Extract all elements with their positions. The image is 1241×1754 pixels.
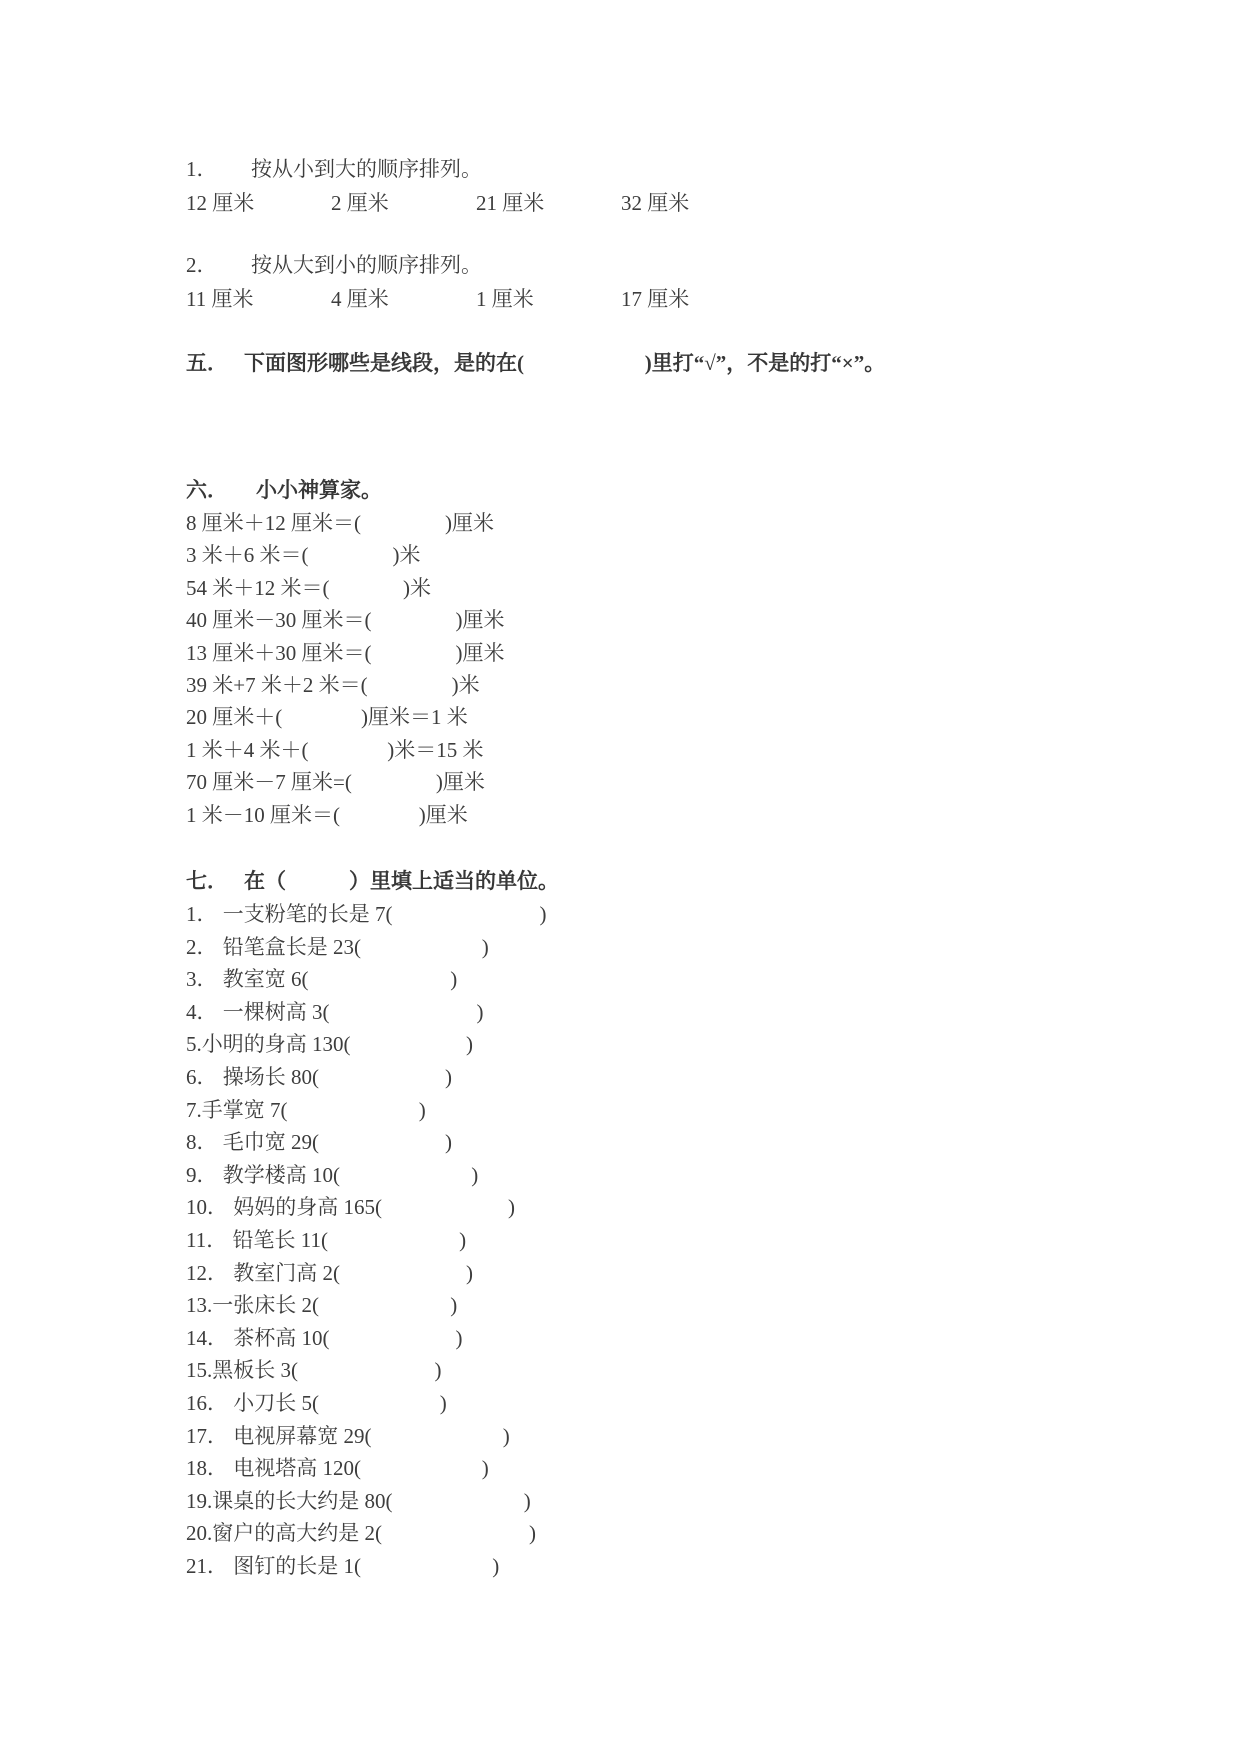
- length-value: 21 厘米: [476, 191, 545, 215]
- unit-item-line: 3． 教室宽 6( ): [186, 967, 458, 992]
- length-value: 2 厘米: [331, 191, 389, 215]
- length-value: 4 厘米: [331, 287, 389, 311]
- question-2-number: 2．: [186, 253, 218, 277]
- section-seven-heading-text: 在（ ）里填上适当的单位。: [244, 869, 559, 893]
- unit-item-line: 5.小明的身高 130( ): [186, 1032, 473, 1057]
- equation-line: 20 厘米＋( )厘米＝1 米: [186, 705, 468, 730]
- unit-item-line: 13.一张床长 2( ): [186, 1293, 458, 1318]
- section-six-heading: [186, 473, 1186, 507]
- question-2-prompt: 按从大到小的顺序排列。: [251, 253, 482, 277]
- unit-item-line: 8． 毛巾宽 29( ): [186, 1130, 452, 1155]
- unit-item-line: 4． 一棵树高 3( ): [186, 999, 484, 1024]
- equation-line: 70 厘米－7 厘米=( )厘米: [186, 770, 485, 795]
- length-value: 32 厘米: [621, 191, 690, 215]
- section-five-block: [186, 346, 1186, 380]
- section-six-heading-text: 小小神算家。: [256, 478, 382, 502]
- unit-item-line: 19.课桌的长大约是 80( ): [186, 1488, 531, 1513]
- length-value: 17 厘米: [621, 287, 690, 311]
- ordering-questions-block: [186, 152, 1186, 316]
- unit-item-line: 14． 茶杯高 10( ): [186, 1325, 463, 1350]
- question-1-prompt: 按从小到大的顺序排列。: [251, 157, 482, 181]
- length-value: 1 厘米: [476, 287, 534, 311]
- section-five-number: 五．: [186, 351, 228, 375]
- unit-item-line: 12． 教室门高 2( ): [186, 1260, 473, 1285]
- unit-item-line: 15.黑板长 3( ): [186, 1358, 442, 1383]
- section-seven-heading: [186, 864, 1186, 898]
- unit-item-line: 18． 电视塔高 120( ): [186, 1456, 489, 1481]
- equation-line: 8 厘米＋12 厘米＝( )厘米: [186, 511, 494, 535]
- equation-line: 1 米＋4 米＋( )米＝15 米: [186, 737, 484, 762]
- length-value: 11 厘米: [186, 287, 254, 311]
- equation-line: 39 米+7 米＋2 米＝( )米: [186, 672, 480, 697]
- unit-item-line: 11． 铅笔长 11( ): [186, 1227, 467, 1252]
- section-seven-number: 七．: [186, 869, 228, 893]
- question-1-line: [186, 152, 1186, 186]
- unit-item-line: 1． 一支粉笔的长是 7( ): [186, 902, 547, 926]
- equation-line: 13 厘米＋30 厘米＝( )厘米: [186, 640, 505, 665]
- question-1-values-row: [186, 186, 1186, 220]
- unit-item-line: 21． 图钉的长是 1( ): [186, 1553, 500, 1578]
- section-five-heading-text: 下面图形哪些是线段，是的在( )里打“√”，不是的打“×”。: [244, 351, 886, 375]
- question-2-line: [186, 248, 1186, 282]
- unit-item-line: 2． 铅笔盒长是 23( ): [186, 934, 489, 959]
- unit-item-line: 16． 小刀长 5( ): [186, 1390, 447, 1415]
- equation-line: 3 米＋6 米＝( )米: [186, 543, 421, 568]
- question-1-number: 1．: [186, 157, 218, 181]
- section-seven-block: [186, 864, 1186, 1582]
- question-2-values-row: [186, 282, 1186, 316]
- section-five-heading: [186, 346, 1186, 380]
- length-value: 12 厘米: [186, 191, 255, 215]
- unit-item-line: 20.窗户的高大约是 2( ): [186, 1521, 536, 1546]
- unit-item-line: 10． 妈妈的身高 165( ): [186, 1195, 515, 1220]
- unit-item-line: 17． 电视屏幕宽 29( ): [186, 1423, 510, 1448]
- equation-line: 1 米－10 厘米＝( )厘米: [186, 802, 468, 827]
- unit-item-line: 6． 操场长 80( ): [186, 1064, 452, 1089]
- section-six-block: [186, 473, 1186, 831]
- section-six-number: 六．: [186, 478, 228, 502]
- equation-line: 40 厘米－30 厘米＝( )厘米: [186, 608, 505, 633]
- blank-gap: [186, 220, 1186, 248]
- unit-item-line: 7.手掌宽 7( ): [186, 1097, 426, 1122]
- equation-line: 54 米＋12 米＝( )米: [186, 575, 431, 600]
- unit-item-line: 9． 教学楼高 10( ): [186, 1162, 479, 1187]
